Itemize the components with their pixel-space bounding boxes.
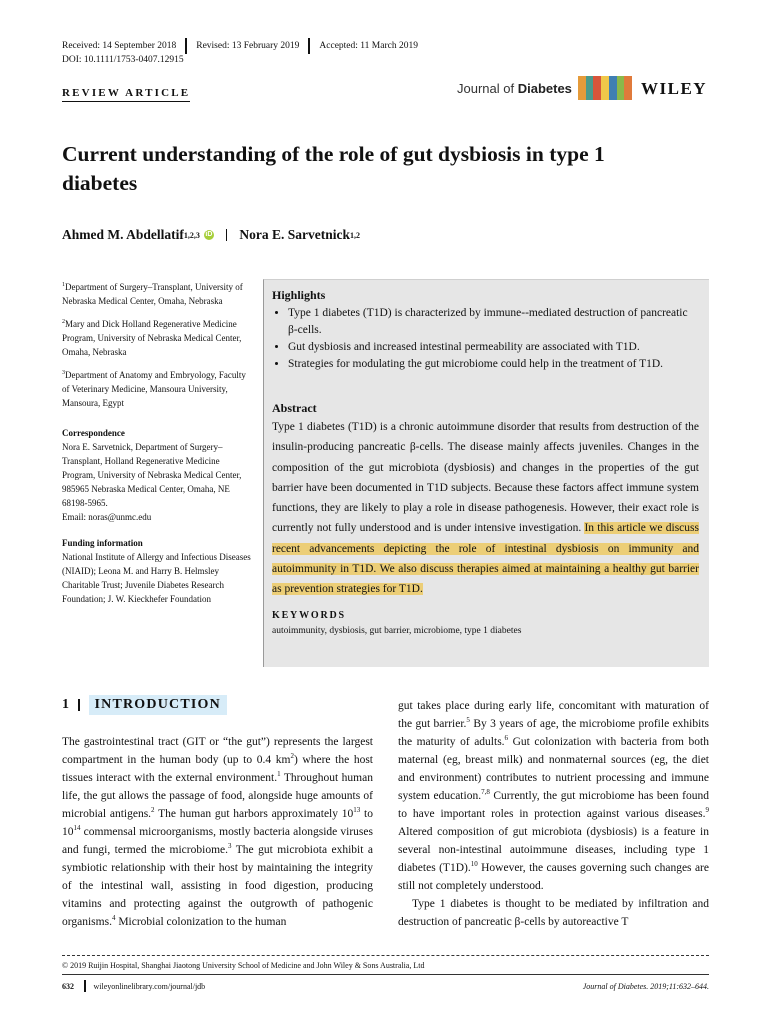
citation-ref[interactable]: 4 (111, 914, 116, 923)
paragraph: gut takes place during early life, concomitant with maturation of the gut barrier.$^5$ By 3 years of age, the microbiome profile exhibits the maturity of adults.$^6$ Gut colonization with bacteria from both maternal (eg, breast milk) and nonmaternal sources (eg, the diet and environment) contributes to nutrient processing and immune system education.$^{7,8}$ Currently, the gut microbiome has been found to have important roles in protection against various diseases.$^9$ Altered composition of gut microbiota (dysbiosis) is a feature in several non-intestinal autoimmune diseases, including type 1 diabetes (T1D).$^{10}$ However, the causes governing such changes are still not completely understood. (398, 700, 709, 892)
journal-name-bold: Diabetes (517, 80, 572, 96)
funding-heading: Funding information (62, 538, 143, 548)
abstract-text: Type 1 diabetes (T1D) is a chronic autoimmune disorder that results from destruction of the insulin-producing pancreatic β-cells. The disease mainly affects juveniles. Changes in the composition of the gut microbiota (dysbiosis) and changes in the properties of the gut barrier have been documented in T1D subjects. Because these factors affect immune system functions, they are likely to play a role in disease pathogenesis. However, their exact role is currently not fully understood and is under intensive investigation. In this article we discuss recent advancements depicting the role of intestinal dysbiosis on immunity and autoimmunity in T1D. We also discuss therapies aimed at maintaining a healthy gut barrier as prevention strategies for T1D. (272, 421, 699, 596)
page-number: 632 (62, 981, 74, 991)
received-date: Received: 14 September 2018 (62, 41, 177, 51)
article-type: REVIEW ARTICLE (62, 87, 190, 102)
footer-divider (62, 974, 709, 975)
journal-url[interactable]: wileyonlinelibrary.com/journal/jdb (93, 981, 206, 991)
section-title: INTRODUCTION (89, 695, 227, 715)
affiliation: $^3$Department of Anatomy and Embryology, Faculty of Veterinary Medicine, Mansoura University, Mansoura, Egypt (62, 370, 246, 408)
abstract-box (263, 279, 709, 667)
body-column-left (62, 733, 373, 931)
accepted-date: Accepted: 11 March 2019 (319, 41, 418, 51)
divider (308, 38, 310, 54)
highlights-heading: Highlights (272, 288, 326, 302)
funding-text: National Institute of Allergy and Infectious Diseases (NIAID); Leona M. and Harry B. Helmsley Charitable Trust; Juvenile Diabetes Research Foundation; J. W. Kieckhefer Foundation (62, 552, 251, 604)
journal-logo (457, 74, 632, 102)
abstract-heading: Abstract (272, 401, 317, 415)
highlight-item: • Gut dysbiosis and increased intestinal permeability are associated with T1D. (288, 339, 699, 356)
journal-citation: Journal of Diabetes. 2019;11:632–644. (582, 981, 709, 991)
publisher-logo: WILEY (641, 79, 708, 98)
correspondence-text: Nora E. Sarvetnick, Department of Surgery–Transplant, Holland Regenerative Medicine Program, University of Nebraska Medical Center, 985965 Nebraska Medical Center, Omaha, NE 68198-5965. (62, 442, 242, 508)
affiliation: $^1$Department of Surgery–Transplant, University of Nebraska Medical Center, Omaha, Nebraska (62, 282, 243, 306)
paragraph: The gastrointestinal tract (GIT or “the gut”) represents the largest compartment in the human body (up to 0.4 $km^2$) where the host tissues interact with the external environment.$^1$ Throughout human life, the gut allows the passage of food, alongside huge amounts of microbial antigens.$^2$ The human gut harbors approximately $10^{13}$ to $10^{14}$ commensal microorganisms, mostly bacteria alongside viruses and fungi, termed the microbiome.$^3$ The gut microbiota exhibit a symbiotic relationship with their host by maintaining the integrity of the intestinal wall, assisting in food digestion, producing vitamins and protecting against the outgrowth of pathogenic organisms.$^4$ Microbial colonization to the human (62, 736, 373, 928)
journal-name-prefix: Journal of (457, 80, 515, 96)
page-footer (62, 980, 709, 992)
divider (226, 229, 228, 241)
highlight-item: • Strategies for modulating the gut microbiome could help in the treatment of T1D. (288, 356, 699, 373)
author-affil: 1,2,3 (183, 230, 200, 240)
affiliation: $^2$Mary and Dick Holland Regenerative Medicine Program, University of Nebraska Medical Center, Omaha, Nebraska (62, 319, 242, 357)
author-list (62, 227, 360, 243)
citation-ref[interactable]: 2 (151, 806, 155, 815)
revised-date: Revised: 13 February 2019 (196, 41, 300, 51)
article-dates (62, 38, 418, 54)
paragraph: Type 1 diabetes is thought to be mediated by infiltration and destruction of pancreatic β-cells by autoreactive T (398, 898, 709, 928)
section-number: 1 (62, 697, 69, 712)
citation-ref[interactable]: 1 (277, 770, 281, 779)
citation-ref[interactable]: 10 (470, 860, 478, 869)
correspondence-email[interactable]: Email: noras@unmc.edu (62, 512, 152, 522)
correspondence-heading: Correspondence (62, 428, 125, 438)
citation-ref[interactable]: 7,8 (481, 788, 490, 797)
orcid-icon[interactable]: iD (205, 231, 213, 238)
doi[interactable]: DOI: 10.1111/1753-0407.12915 (62, 55, 184, 65)
journal-banner-art (578, 76, 632, 100)
sidebar (62, 278, 252, 613)
author-name[interactable]: Nora E. Sarvetnick (239, 227, 351, 242)
section-heading (62, 695, 227, 715)
copyright: © 2019 Ruijin Hospital, Shanghai Jiaotong University School of Medicine and John Wiley & Sons Australia, Ltd (62, 961, 425, 970)
highlighted-passage: In this article we discuss recent advancements depicting the role of intestinal dysbiosis on immunity and autoimmunity in T1D. We also discuss therapies aimed at maintaining a healthy gut barrier as prevention strategies for T1D. (272, 522, 699, 596)
keywords-heading: KEYWORDS (272, 609, 346, 621)
footer-divider (62, 955, 709, 956)
divider (185, 38, 187, 54)
citation-ref[interactable]: 6 (504, 734, 509, 743)
article-title: Current understanding of the role of gut dysbiosis in type 1 diabetes (62, 142, 605, 195)
citation-ref[interactable]: 3 (228, 842, 232, 851)
divider (84, 980, 86, 992)
author-affil: 1,2 (350, 230, 361, 240)
highlights-list (272, 305, 699, 373)
author-name[interactable]: Ahmed M. Abdellatif (62, 227, 184, 242)
highlight-item: • Type 1 diabetes (T1D) is characterized by immune--mediated destruction of pancreatic β-cells. (288, 305, 699, 339)
citation-ref[interactable]: 5 (466, 716, 470, 725)
keywords-list: autoimmunity, dysbiosis, gut barrier, microbiome, type 1 diabetes (272, 625, 522, 636)
citation-ref[interactable]: 9 (705, 806, 709, 815)
body-column-right (398, 697, 709, 931)
divider (78, 699, 80, 711)
